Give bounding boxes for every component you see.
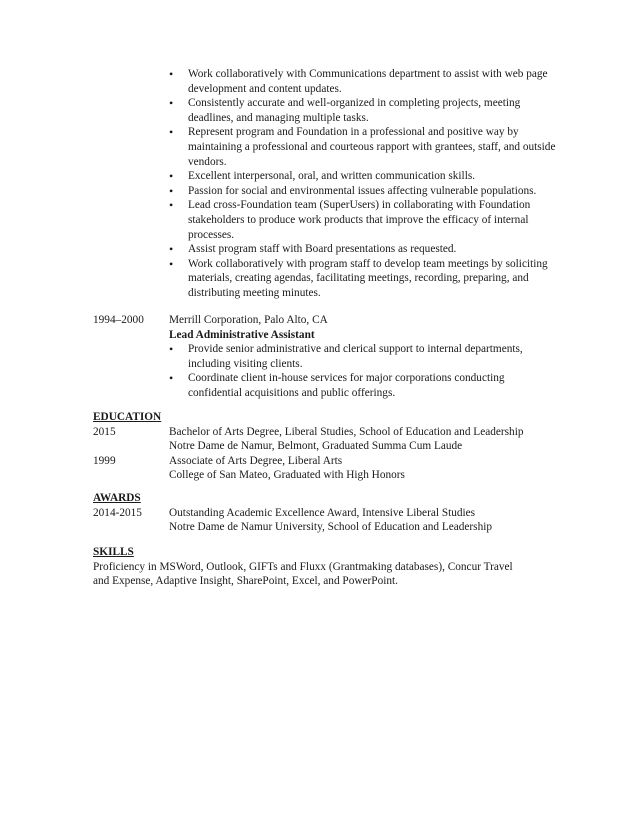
bullet-item: • Lead cross-Foundation team (SuperUsers) in collaborating with Foundation stakeholders to produce work products that improve the efficacy of internal processes.: [169, 198, 561, 242]
bullet-item: • Assist program staff with Board presentations as requested.: [169, 242, 561, 257]
education-details: [169, 454, 553, 483]
education-entry: [93, 425, 553, 454]
bullet-item: • Work collaboratively with program staff to develop team meetings by soliciting materials, creating agendas, facilitating meetings, recording, preparing, and distributing meeting minutes.: [169, 257, 561, 301]
bullet-item: • Represent program and Foundation in a professional and positive way by maintaining a professional and courteous rapport with grantees, staff, and outside vendors.: [169, 125, 561, 169]
job-header-row: [93, 313, 553, 401]
skills-text: Proficiency in MSWord, Outlook, GIFTs and Fluxx (Grantmaking databases), Concur Travel and Expense, Adaptive Insight, SharePoint, Excel, and PowerPoint.: [93, 560, 513, 588]
education-section: [93, 410, 553, 483]
award-year: 2014-2015: [93, 506, 142, 519]
education-degree: Associate of Arts Degree, Liberal Arts: [169, 454, 343, 467]
bullet-item: • Work collaboratively with Communications department to assist with web page development and content updates.: [169, 67, 561, 96]
award-name: Outstanding Academic Excellence Award, Intensive Liberal Studies: [169, 506, 476, 519]
job-employer: Merrill Corporation, Palo Alto, CA: [169, 314, 328, 326]
bullet-item: • Consistently accurate and well-organized in completing projects, meeting deadlines, and managing multiple tasks.: [169, 96, 561, 125]
award-entry: [93, 506, 553, 535]
award-institution: Notre Dame de Namur University, School of Education and Leadership: [169, 521, 493, 534]
bullet-item: • Passion for social and environmental issues affecting vulnerable populations.: [169, 184, 561, 199]
awards-section: [93, 491, 553, 535]
education-entry: [93, 454, 553, 483]
job-bullet-list: [169, 342, 554, 400]
education-details: [169, 425, 553, 454]
award-details: [169, 506, 553, 535]
bullet-item: • Excellent interpersonal, oral, and written communication skills.: [169, 169, 561, 184]
education-year: 1999: [93, 454, 116, 467]
job-details: [169, 313, 554, 401]
education-degree: Bachelor of Arts Degree, Liberal Studies, School of Education and Leadership: [169, 425, 524, 438]
bullet-item: • Coordinate client in-house services for major corporations conducting confidential acquisitions and public offerings.: [169, 371, 554, 400]
section-heading-awards: AWARDS: [93, 492, 141, 504]
education-school: Notre Dame de Namur, Belmont, Graduated Summa Cum Laude: [169, 440, 463, 453]
education-school: College of San Mateo, Graduated with High Honors: [169, 469, 405, 482]
education-year: 2015: [93, 425, 116, 438]
bullet-item: • Provide senior administrative and clerical support to internal departments, including visiting clients.: [169, 342, 554, 371]
job-title: Lead Administrative Assistant: [169, 328, 315, 341]
prior-role-bullet-list: [169, 67, 561, 301]
job-entry-merrill: [93, 313, 553, 401]
skills-section: [93, 545, 553, 589]
section-heading-skills: SKILLS: [93, 546, 134, 558]
section-heading-education: EDUCATION: [93, 411, 162, 423]
job-dates: 1994–2000: [93, 314, 144, 326]
